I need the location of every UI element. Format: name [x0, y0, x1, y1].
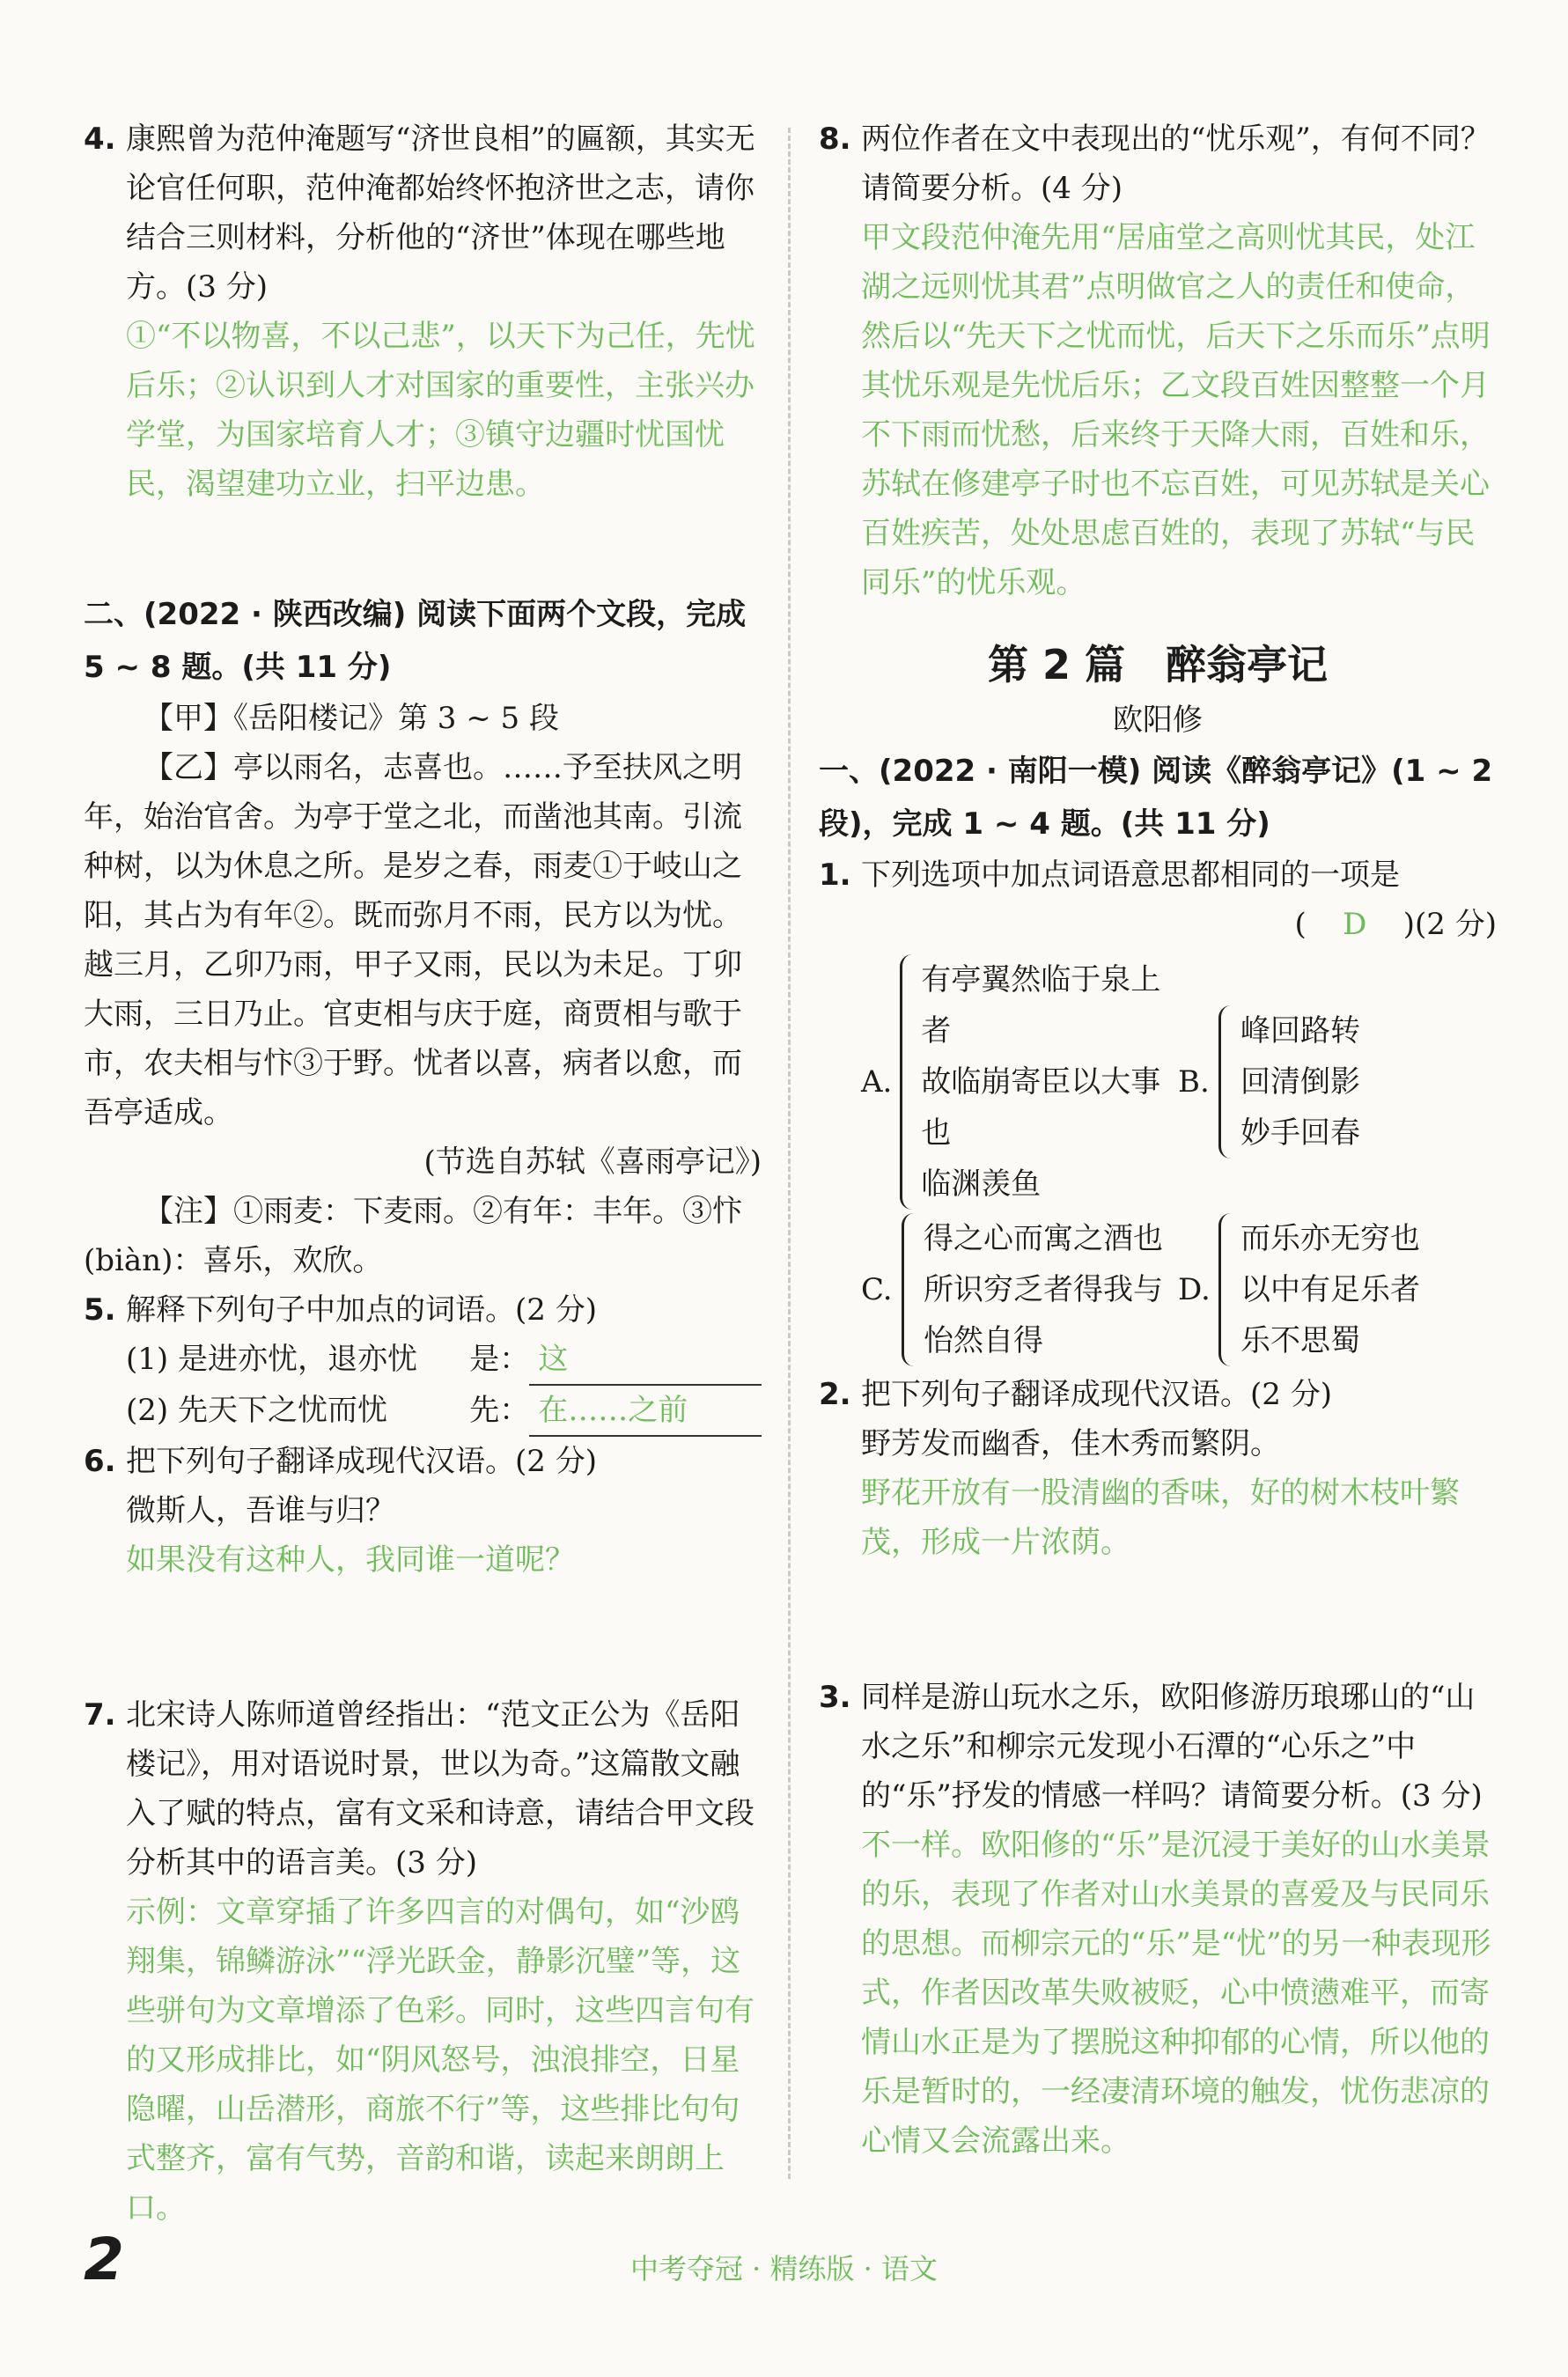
question-3: [819, 1673, 1497, 1821]
question-number: 3.: [819, 1680, 851, 1715]
question-text: 康熙曾为范仲淹题写“济世良相”的匾额，其实无论官任何职，范仲淹都始终怀抱济世之志，请你结合三则材料，分析他的“济世”体现在哪些地方。(3 分): [126, 121, 755, 305]
item-sentence: (1) 是进亦忧，退亦忧: [126, 1342, 417, 1377]
option-label: A.: [861, 1064, 893, 1100]
answer-4: ①“不以物喜，不以己悲”，以天下为己任，先忧后乐；②认识到人才对国家的重要性，主张兴办学堂，为国家培育人才；③镇守边疆时忧国忧民，渴望建功立业，扫平边患。: [126, 319, 755, 502]
question-1-options: [861, 954, 1497, 1366]
question-1: [819, 850, 1497, 900]
options-row: [861, 954, 1497, 1210]
item-answer: 在……之前: [529, 1386, 762, 1437]
answer-6: 如果没有这种人，我同谁一道呢？: [126, 1542, 575, 1578]
option-label: D.: [1178, 1272, 1211, 1307]
option-line: 怡然自得: [924, 1323, 1043, 1358]
item-word: 是：: [469, 1342, 530, 1377]
question-number: 6.: [84, 1444, 116, 1479]
item-word: 先：: [469, 1393, 530, 1428]
question-text: 下列选项中加点词语意思都相同的一项是: [861, 857, 1400, 893]
option-line: 临渊羡鱼: [921, 1166, 1042, 1202]
left-column: [84, 114, 762, 2233]
passage-jia: 【甲】《岳阳楼记》第 3 ~ 5 段: [144, 701, 559, 736]
question-text: 把下列句子翻译成现代汉语。(2 分): [861, 1377, 1332, 1412]
question-5: [84, 1285, 762, 1335]
option-line: 乐不思蜀: [1240, 1323, 1360, 1358]
option-line: 妙手回春: [1240, 1115, 1360, 1151]
option-line: 以中有足乐者: [1240, 1272, 1420, 1307]
question-8: [819, 114, 1497, 213]
options-row: [861, 1213, 1497, 1366]
item-answer: 这: [529, 1335, 762, 1386]
question-6-sentence: 微斯人，吾谁与归？: [126, 1493, 395, 1528]
question-text: 解释下列句子中加点的词语。(2 分): [126, 1292, 597, 1328]
question-number: 2.: [819, 1377, 851, 1412]
article-author: 欧阳修: [1113, 703, 1203, 738]
option-label: B.: [1178, 1064, 1210, 1100]
question-1-answer-row: ( D )(2 分): [819, 900, 1497, 949]
passage-source: (节选自苏轼《喜雨亭记》): [423, 1144, 762, 1180]
answer-8: 甲文段范仲淹先用“居庙堂之高则忧其民，处江湖之远则忧其君”点明做官之人的责任和使命，然后以“先天下之忧而忧，后天下之乐而乐”点明其忧乐观是先忧后乐；乙文段百姓因整整一个月不下雨而忧愁，后来终于天降大雨，百姓和乐，苏轼在修建亭子时也不忘百姓，可见苏轼是关心百姓疾苦，处处思虑百姓的，表现了苏轼“与民同乐”的忧乐观。: [861, 220, 1491, 600]
option-line: 峰回路转: [1240, 1013, 1360, 1049]
question-1-answer: D: [1343, 907, 1367, 942]
passage-note: 【注】①雨麦：下麦雨。②有年：丰年。③忭(biàn)：喜乐，欢欣。: [84, 1194, 742, 1278]
option-line: 所识穷乏者得我与: [924, 1272, 1163, 1307]
question-number: 4.: [84, 121, 116, 157]
option-line: 有亭翼然临于泉上者: [921, 962, 1161, 1049]
question-number: 7.: [84, 1697, 116, 1733]
option-a: [861, 954, 1178, 1210]
question-2-sentence: 野芳发而幽香，佳木秀而繁阴。: [861, 1426, 1280, 1461]
option-line: 得之心而寓之酒也: [924, 1221, 1163, 1256]
footer-series-title: 中考夺冠 · 精练版 · 语文: [629, 2252, 939, 2285]
question-5-item-2: [84, 1386, 762, 1437]
option-line: 回清倒影: [1240, 1064, 1360, 1100]
brace-icon: [1218, 1005, 1233, 1159]
question-2: [819, 1370, 1497, 1419]
answer-7: 示例：文章穿插了许多四言的对偶句，如“沙鸥翔集，锦鳞游泳”“浮光跃金，静影沉璧”等，这些骈句为文章增添了色彩。同时，这些四言句有的又形成排比，如“阴风怒号，浊浪排空，日星隐曜，山岳潜形，商旅不行”等，这些排比句句式整齐，富有气势，音韵和谐，读起来朗朗上口。: [126, 1895, 755, 2226]
option-label: C.: [861, 1272, 893, 1307]
question-text: 北宋诗人陈师道曾经指出：“范文正公为《岳阳楼记》，用对语说时景，世以为奇。”这篇散文融入了赋的特点，富有文采和诗意，请结合甲文段分析其中的语言美。(3 分): [126, 1697, 755, 1880]
passage-yi: 【乙】亭以雨名，志喜也。……予至扶风之明年，始治官舍。为亭于堂之北，而凿池其南。引流种树，以为休息之所。是岁之春，雨麦①于岐山之阳，其占为有年②。既而弥月不雨，民方以为忧。越三月，乙卯乃雨，甲子又雨，民以为未足。丁卯大雨，三日乃止。官吏相与庆于庭，商贾相与歌于市，农夫相与忭③于野。忧者以喜，病者以愈，而吾亭适成。: [84, 750, 742, 1130]
option-d: [1178, 1213, 1495, 1366]
right-column: [819, 114, 1497, 2166]
question-number: 8.: [819, 121, 851, 157]
column-divider: [788, 128, 791, 2179]
brace-icon: [902, 1213, 917, 1366]
question-number: 5.: [84, 1292, 116, 1328]
question-7: [84, 1690, 762, 1888]
question-text: 两位作者在文中表现出的“忧乐观”，有何不同？请简要分析。(4 分): [861, 121, 1491, 206]
answer-2: 野花开放有一股清幽的香味，好的树木枝叶繁茂，形成一片浓荫。: [861, 1476, 1460, 1560]
article-title: 第 2 篇 醉翁亭记: [987, 641, 1329, 688]
question-5-item-1: [84, 1335, 762, 1386]
brace-icon: [900, 954, 914, 1210]
question-6: [84, 1437, 762, 1486]
option-line: 故临崩寄臣以大事也: [921, 1064, 1161, 1151]
section-1-heading: 一、(2022 · 南阳一模) 阅读《醉翁亭记》(1 ~ 2 段)，完成 1 ~ 4 题。(共 11 分): [819, 754, 1493, 842]
option-line: 而乐亦无穷也: [1240, 1221, 1420, 1256]
answer-3: 不一样。欧阳修的“乐”是沉浸于美好的山水美景的乐，表现了作者对山水美景的喜爱及与民同乐的思想。而柳宗元的“乐”是“忧”的另一种表现形式，作者因改革失败被贬，心中愤懑难平，而寄情山水正是为了摆脱这种抑郁的心情，所以他的乐是暂时的，一经凄清环境的触发，忧伤悲凉的心情又会流露出来。: [861, 1828, 1491, 2159]
question-text: 把下列句子翻译成现代汉语。(2 分): [126, 1444, 597, 1479]
question-4: [84, 114, 762, 312]
item-sentence: (2) 先天下之忧而忧: [126, 1393, 387, 1428]
question-text: 同样是游山玩水之乐，欧阳修游历琅琊山的“山水之乐”和柳宗元发现小石潭的“心乐之”中的“乐”抒发的情感一样吗？请简要分析。(3 分): [861, 1680, 1483, 1814]
question-number: 1.: [819, 857, 851, 893]
brace-icon: [1218, 1213, 1233, 1366]
option-c: [861, 1213, 1178, 1366]
option-b: [1178, 1005, 1495, 1159]
question-1-score: (2 分): [1415, 907, 1497, 942]
page-number: 2: [84, 2226, 124, 2293]
section-2-heading: 二、(2022 · 陕西改编) 阅读下面两个文段，完成 5 ~ 8 题。(共 11 分): [84, 597, 747, 685]
